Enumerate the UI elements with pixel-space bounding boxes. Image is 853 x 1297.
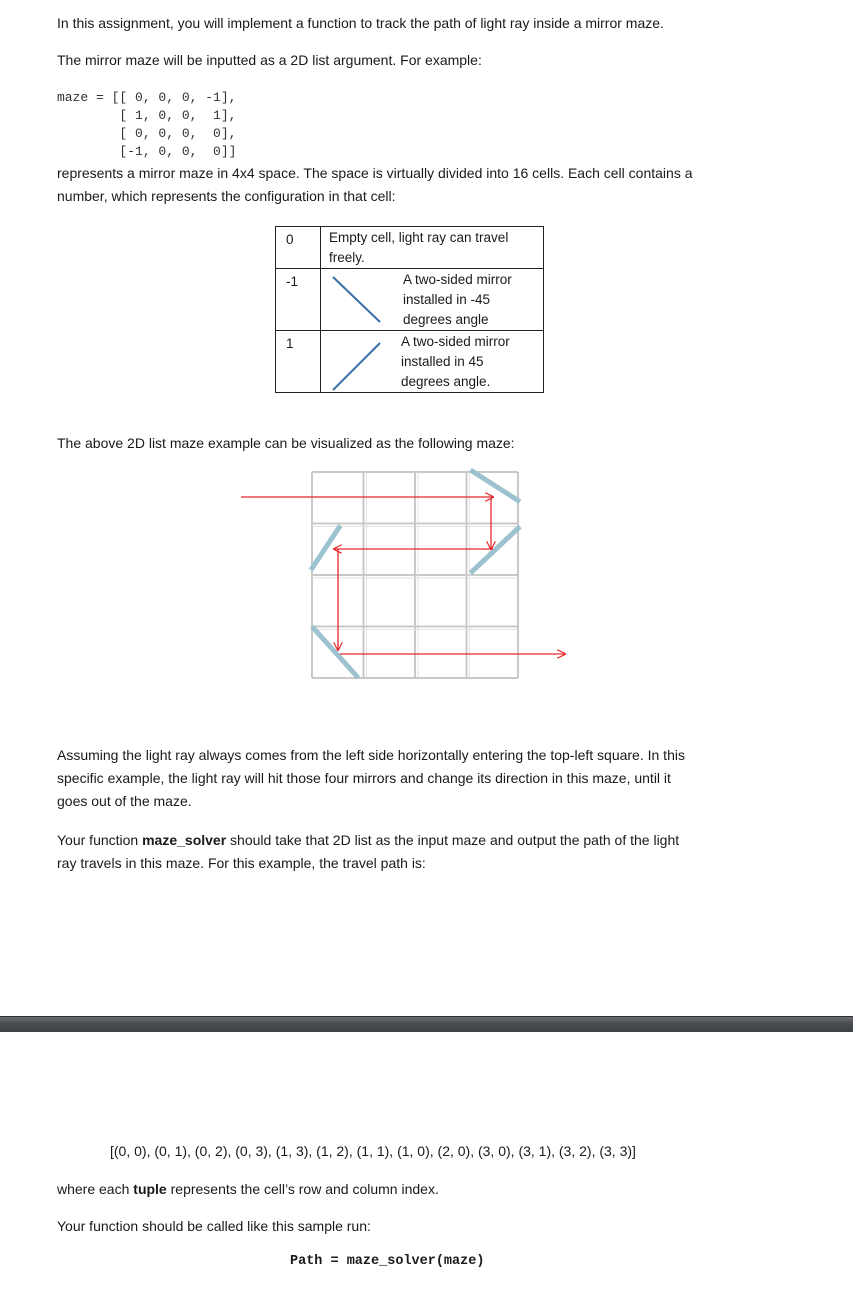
where-pre: where each bbox=[57, 1181, 134, 1197]
mirror-pos45 bbox=[471, 527, 521, 574]
where-post: represents the cell’s row and column index. bbox=[166, 1181, 439, 1197]
represents-line-2: number, which represents the configuration in that cell: bbox=[57, 188, 396, 204]
input-description: The mirror maze will be inputted as a 2D list argument. For example: bbox=[57, 52, 482, 68]
represents-line-1: represents a mirror maze in 4x4 space. The space is virtually divided into 16 cells. Each cell contains a bbox=[57, 165, 693, 181]
assume-line-3: goes out of the maze. bbox=[57, 793, 192, 809]
config-desc-line: installed in 45 bbox=[401, 354, 484, 369]
tuple-explanation bbox=[57, 1178, 439, 1201]
assume-text bbox=[57, 744, 685, 813]
page-divider bbox=[0, 1016, 853, 1032]
code-line: [ 1, 0, 0, 1], bbox=[57, 108, 237, 123]
config-desc-line: degrees angle bbox=[403, 312, 489, 327]
config-desc-line: freely. bbox=[329, 250, 365, 265]
sample-run-text: Your function should be called like this sample run: bbox=[57, 1218, 371, 1234]
code-line: [-1, 0, 0, 0]] bbox=[57, 144, 237, 159]
function-intro-post: should take that 2D list as the input maze and output the path of the light bbox=[226, 832, 680, 848]
config-value: 0 bbox=[276, 227, 321, 269]
function-name: maze_solver bbox=[142, 832, 227, 848]
function-description bbox=[57, 829, 679, 875]
config-value: -1 bbox=[276, 269, 321, 331]
function-intro-pre: Your function bbox=[57, 832, 143, 848]
function-intro-line-2: ray travels in this maze. For this example, the travel path is: bbox=[57, 855, 426, 871]
assume-line-1: Assuming the light ray always comes from the left side horizontally entering the top-left square. In this bbox=[57, 747, 685, 763]
intro-text: In this assignment, you will implement a function to track the path of light ray inside a mirror maze. bbox=[57, 15, 664, 31]
code-line: maze = [[ 0, 0, 0, -1], bbox=[57, 90, 237, 105]
config-desc-line: A two-sided mirror bbox=[401, 334, 510, 349]
mirror-pos45 bbox=[311, 526, 340, 570]
mirror-neg45 bbox=[312, 627, 358, 679]
tuple-word: tuple bbox=[133, 1181, 167, 1197]
config-desc-line: A two-sided mirror bbox=[403, 272, 512, 287]
maze-grid bbox=[312, 472, 518, 678]
config-value: 1 bbox=[276, 331, 321, 393]
assume-line-2: specific example, the light ray will hit those four mirrors and change its direction in this maze, until it bbox=[57, 770, 671, 786]
code-line: [ 0, 0, 0, 0], bbox=[57, 126, 237, 141]
sample-call-code: Path = maze_solver(maze) bbox=[290, 1254, 485, 1269]
path-output: [(0, 0), (0, 1), (0, 2), (0, 3), (1, 3), (1, 2), (1, 1), (1, 0), (2, 0), (3, 0), (3, 1), (3, 2), (3, 3)] bbox=[110, 1143, 636, 1159]
config-desc-line: degrees angle. bbox=[401, 374, 491, 389]
config-desc-line: installed in -45 bbox=[403, 292, 491, 307]
visualized-text: The above 2D list maze example can be visualized as the following maze: bbox=[57, 435, 515, 451]
config-desc-line: Empty cell, light ray can travel bbox=[329, 230, 509, 245]
